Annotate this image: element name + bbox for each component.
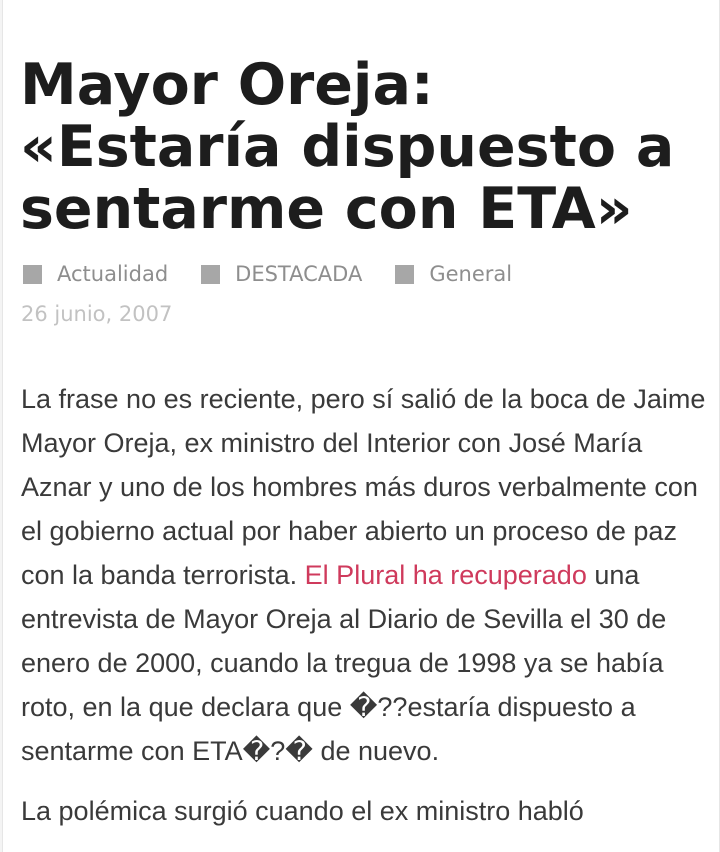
el-plural-link[interactable]: El Plural ha recuperado [304,560,587,590]
folder-icon [23,265,42,284]
article-paragraph [21,377,711,773]
folder-icon [201,265,220,284]
paragraph-text: La frase no es reciente, pero sí salió de la boca de Jaime Mayor Oreja, ex ministro del Interior con José María Aznar y uno de los hombres más duros verbalmente con el gobierno actual por haber abierto un proceso de paz con la banda terrorista. [21,384,706,590]
category-link-actualidad[interactable] [23,262,168,286]
category-link-general[interactable] [395,262,512,286]
folder-icon [395,265,414,284]
article-page [2,0,720,852]
article-title: Mayor Oreja: «Estaría dispuesto a sentarme con ETA» [20,52,675,242]
post-date: 26 junio, 2007 [21,302,173,326]
article-paragraph-partial: La polémica surgió cuando el ex ministro habló [21,796,584,826]
category-label: DESTACADA [235,262,363,286]
category-list [23,259,545,289]
article-body [21,377,711,849]
category-label: Actualidad [57,262,169,286]
category-link-destacada[interactable] [201,262,362,286]
paragraph-text: una entrevista de Mayor Oreja al Diario de Sevilla el 30 de enero de 2000, cuando la tregua de 1998 ya se había roto, en la que declara que �??estaría dispuesto a sentarme con ETA�?� de nuevo. [21,560,667,766]
category-label: General [429,262,513,286]
